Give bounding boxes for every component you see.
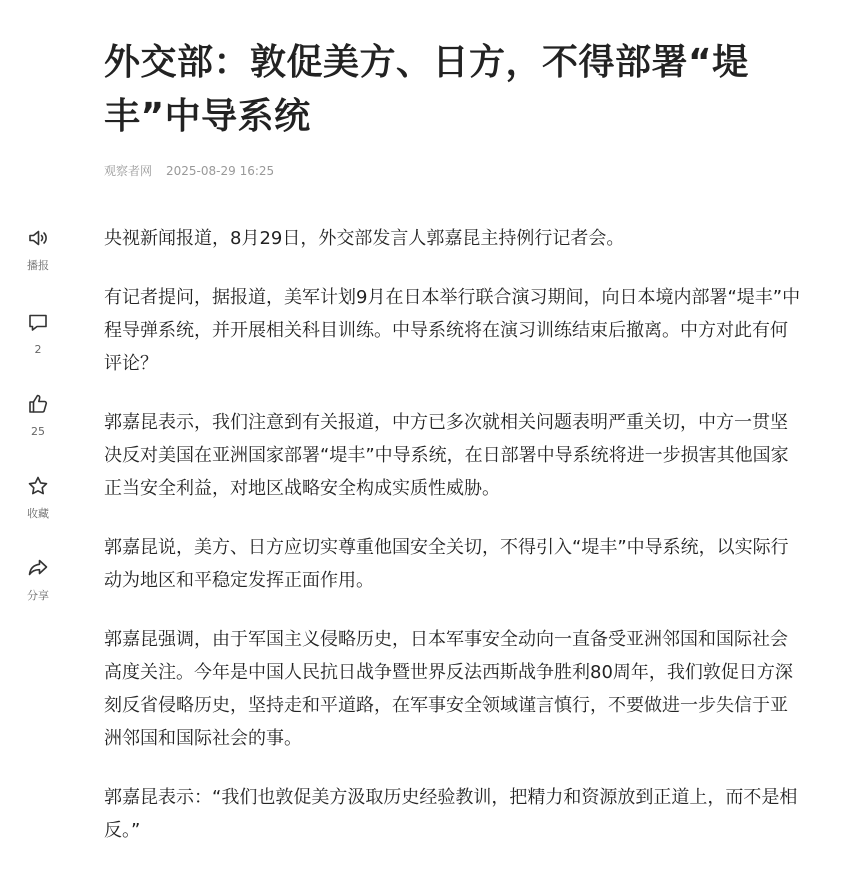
article-meta [104, 162, 274, 179]
source-name[interactable]: 观察者网 [104, 164, 153, 178]
favorite-button[interactable] [16, 474, 60, 521]
share-label: 分享 [27, 589, 49, 602]
listen-button[interactable] [16, 226, 60, 273]
paragraph: 郭嘉昆说，美方、日方应切实尊重他国安全关切，不得引入“堤丰”中导系统，以实际行动为地区和平稳定发挥正面作用。 [104, 537, 789, 591]
paragraph: 郭嘉昆表示，我们注意到有关报道，中方已多次就相关问题表明严重关切，中方一贯坚决反对美国在亚洲国家部署“堤丰”中导系统，在日部署中导系统将进一步损害其他国家正当安全利益，对地区战略安全构成实质性威胁。 [104, 412, 789, 499]
share-button[interactable] [16, 556, 60, 603]
share-arrow-icon [26, 556, 50, 580]
thumbs-up-icon [26, 392, 50, 416]
article-title: 外交部：敦促美方、日方，不得部署“堤丰”中导系统 [104, 42, 749, 137]
paragraph: 郭嘉昆强调，由于军国主义侵略历史，日本军事安全动向一直备受亚洲邻国和国际社会高度关注。今年是中国人民抗日战争暨世界反法西斯战争胜利80周年，我们敦促日方深刻反省侵略历史，坚持走和平道路，在军事安全领域谨言慎行，不要做进一步失信于亚洲邻国和国际社会的事。 [104, 629, 793, 749]
article-body [104, 222, 804, 873]
paragraph: 郭嘉昆表示：“我们也敦促美方汲取历史经验教训，把精力和资源放到正道上，而不是相反。” [104, 787, 798, 841]
comment-icon [26, 310, 50, 334]
paragraph: 有记者提问，据报道，美军计划9月在日本举行联合演习期间，向日本境内部署“堤丰”中程导弹系统，并开展相关科目训练。中导系统将在演习训练结束后撤离。中方对此有何评论？ [104, 287, 801, 374]
paragraph: 央视新闻报道，8月29日，外交部发言人郭嘉昆主持例行记者会。 [104, 228, 625, 249]
star-icon [26, 474, 50, 498]
like-count: 25 [31, 425, 45, 438]
publish-date: 2025-08-29 16:25 [166, 164, 275, 178]
comment-count: 2 [34, 343, 42, 356]
favorite-label: 收藏 [27, 507, 49, 520]
like-button[interactable] [16, 392, 60, 439]
listen-label: 播报 [27, 259, 49, 272]
speaker-icon [26, 226, 50, 250]
comment-button[interactable] [16, 310, 60, 357]
